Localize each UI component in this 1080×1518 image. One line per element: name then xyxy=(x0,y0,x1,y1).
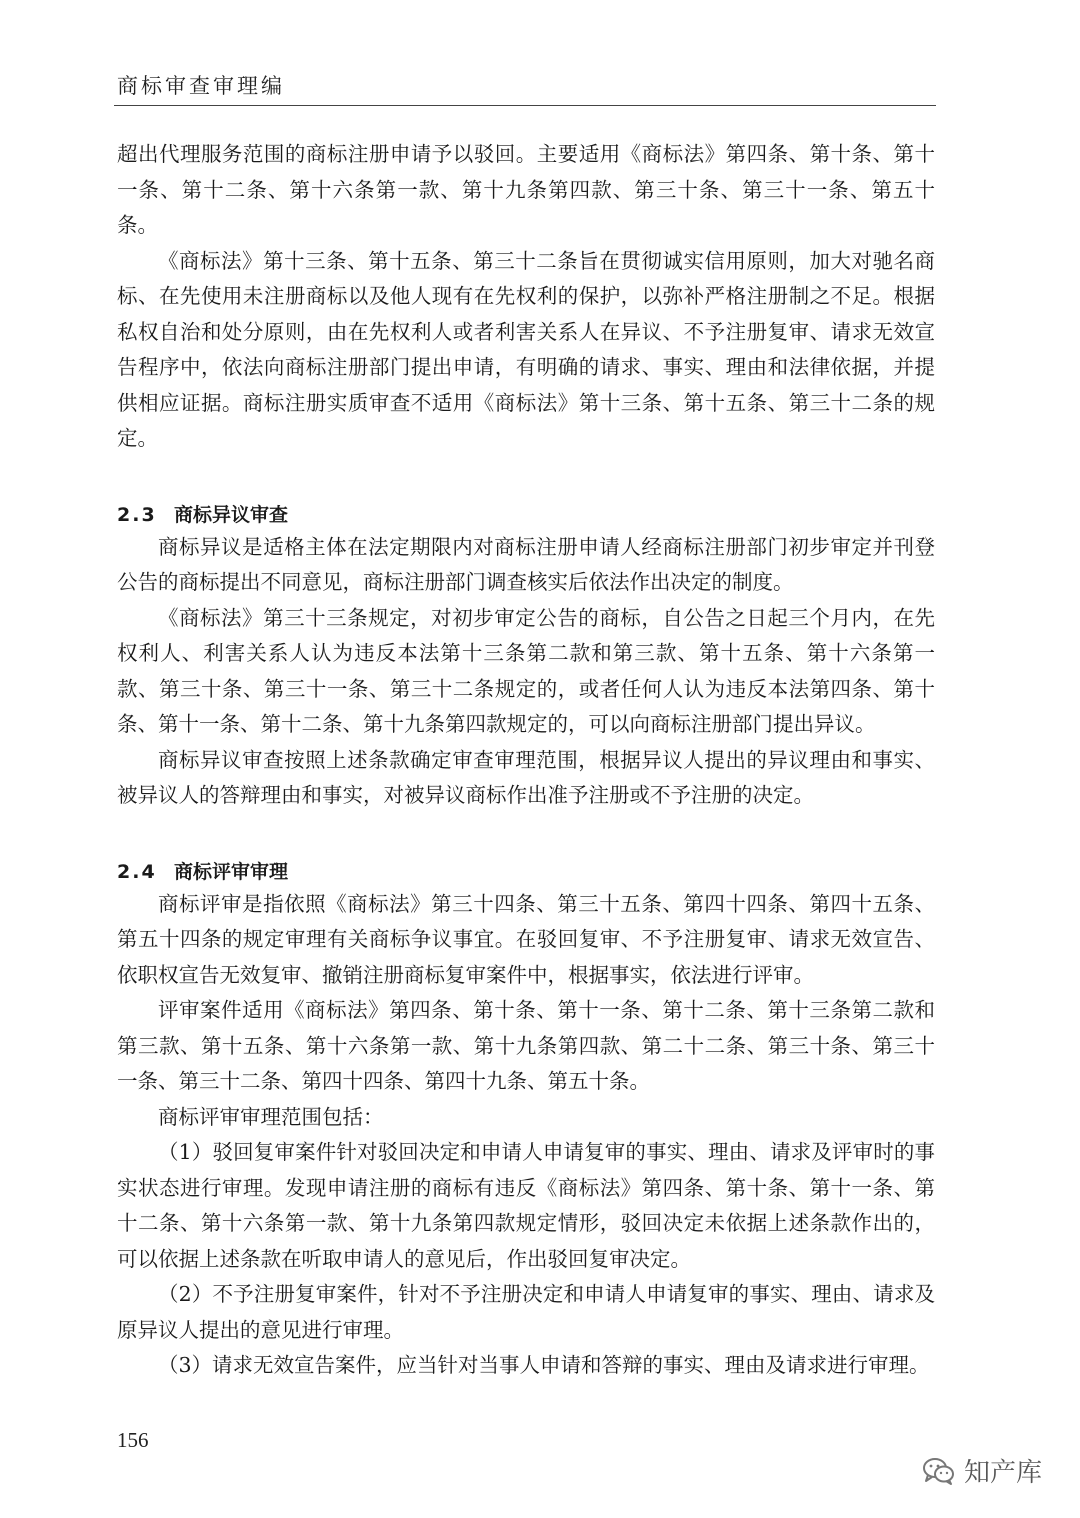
header-rule xyxy=(114,105,936,106)
paragraph: 《商标法》第十三条、第十五条、第三十二条旨在贯彻诚实信用原则，加大对驰名商标、在先使用未注册商标以及他人现有在先权利的保护，以弥补严格注册制之不足。根据私权自治和处分原则，由在先权利人或者利害关系人在异议、不予注册复审、请求无效宣告程序中，依法向商标注册部门提出申请，有明确的请求、事实、理由和法律依据，并提供相应证据。商标注册实质审查不适用《商标法》第十三条、第十五条、第三十二条的规定。 xyxy=(117,248,935,450)
paragraph: 商标评审是指依照《商标法》第三十四条、第三十五条、第四十四条、第四十五条、第五十四条的规定审理有关商标争议事宜。在驳回复审、不予注册复审、请求无效宣告、依职权宣告无效复审、撤销注册商标复审案件中，根据事实，依法进行评审。 xyxy=(117,891,935,987)
list-item: （2）不予注册复审案件，针对不予注册决定和申请人申请复审的事实、理由、请求及原异议人提出的意见进行审理。 xyxy=(117,1282,935,1342)
page-body xyxy=(117,137,935,1384)
list-item: （1）驳回复审案件针对驳回决定和申请人申请复审的事实、理由、请求及评审时的事实状态进行审理。发现申请注册的商标有违反《商标法》第四条、第十条、第十一条、第十二条、第十六条第一款、第十九条第四款规定情形，驳回决定未依据上述条款作出的，可以依据上述条款在听取申请人的意见后，作出驳回复审决定。 xyxy=(117,1140,935,1271)
page-number: 156 xyxy=(117,1428,149,1452)
section-title: 商标评审审理 xyxy=(174,860,289,883)
section-number: 2.4 xyxy=(117,860,157,883)
section-heading-2-3 xyxy=(117,500,935,530)
paragraph: 评审案件适用《商标法》第四条、第十条、第十一条、第十二条、第十三条第二款和第三款、第十五条、第十六条第一款、第十九条第四款、第二十二条、第三十条、第三十一条、第三十二条、第四十四条、第四十九条、第五十条。 xyxy=(117,998,935,1093)
running-header: 商标审查审理编 xyxy=(117,74,285,98)
section-number: 2.3 xyxy=(117,503,157,526)
paragraph: 商标异议审查按照上述条款确定审查审理范围，根据异议人提出的异议理由和事实、被异议人的答辩理由和事实，对被异议商标作出准予注册或不予注册的决定。 xyxy=(117,747,935,807)
wechat-icon xyxy=(922,1456,956,1486)
list-item: （3）请求无效宣告案件，应当针对当事人申请和答辩的事实、理由及请求进行审理。 xyxy=(158,1353,930,1377)
paragraph: 商标异议是适格主体在法定期限内对商标注册申请人经商标注册部门初步审定并刊登公告的商标提出不同意见，商标注册部门调查核实后依法作出决定的制度。 xyxy=(117,534,935,594)
watermark xyxy=(922,1452,1042,1489)
watermark-text: 知产库 xyxy=(963,1458,1042,1488)
paragraph: 超出代理服务范围的商标注册申请予以驳回。主要适用《商标法》第四条、第十条、第十一条、第十二条、第十六条第一款、第十九条第四款、第三十条、第三十一条、第五十条。 xyxy=(117,142,935,237)
paragraph: 商标评审审理范围包括： xyxy=(158,1104,384,1129)
section-heading-2-4 xyxy=(117,857,935,887)
section-title: 商标异议审查 xyxy=(174,503,289,526)
paragraph: 《商标法》第三十三条规定，对初步审定公告的商标，自公告之日起三个月内，在先权利人、利害关系人认为违反本法第十三条第二款和第三款、第十五条、第十六条第一款、第三十条、第三十一条、第三十二条规定的，或者任何人认为违反本法第四条、第十条、第十一条、第十二条、第十九条第四款规定的，可以向商标注册部门提出异议。 xyxy=(117,605,935,736)
